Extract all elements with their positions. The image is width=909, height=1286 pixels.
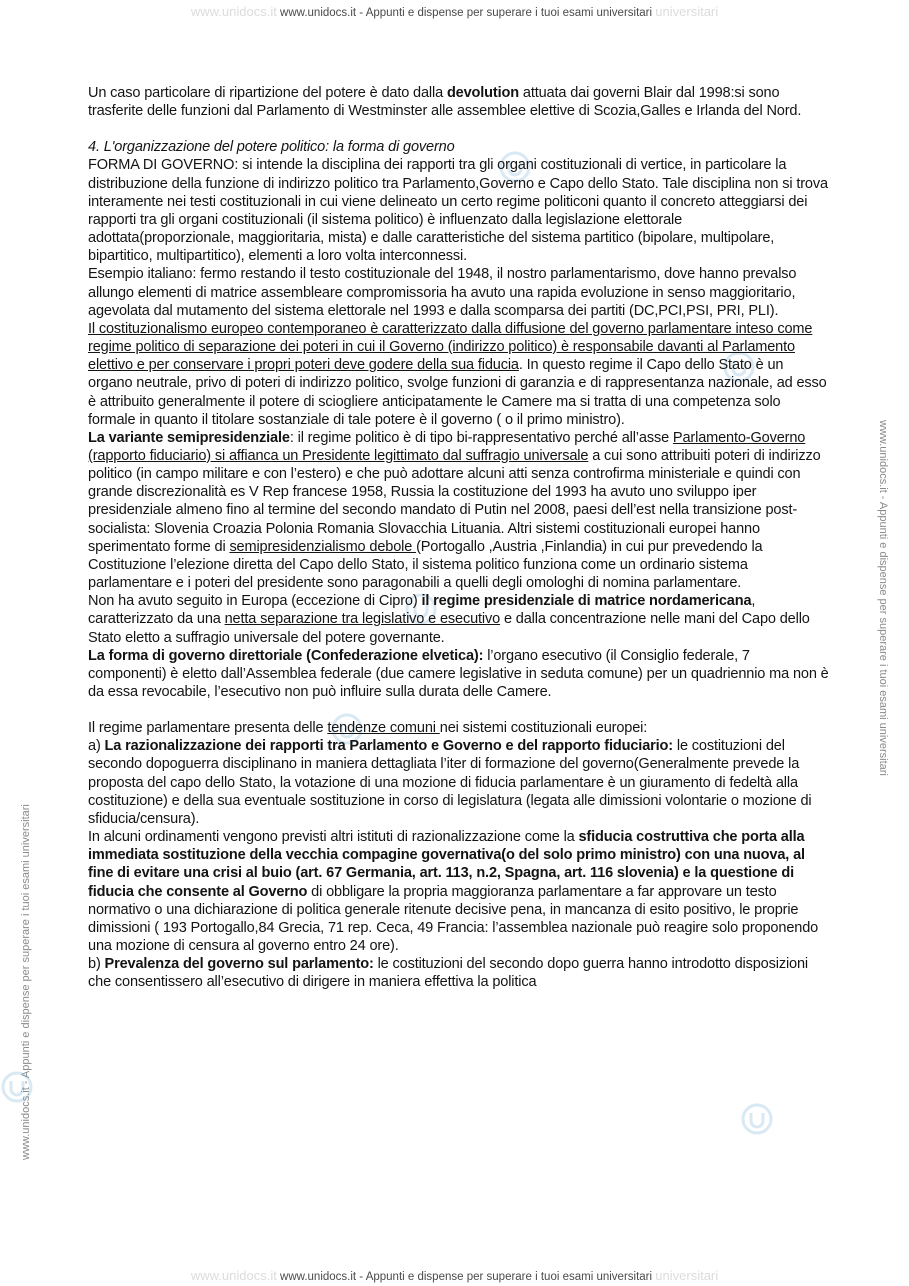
- text-run: b): [88, 956, 105, 973]
- paragraph-forma-di-governo: FORMA DI GOVERNO: si intende la disciplina dei rapporti tra gli organi costituzionali di vertice, in particolare la distribuzione della funzione di indirizzo politico tra Parlamento,Governo e Capo dello Stato. Tale disciplina non si trova interamente nei testi costituzionali in cui viene delineato un certo regime politiconi quanto il concreto atteggiarsi dei rapporti tra gli organi costituzionali (il sistema politico) è influenzato dalla legislazione elettorale adottata(proporzionale, maggioritaria, mista) e dalle caratteristiche del sistema partitico (bipolare, multipolare, bipartitico, multipartitico), elementi a loro volta interconnessi.: [88, 157, 828, 265]
- text-run: le costituzioni del secondo dopo guerra hanno introdotto disposizioni che consentissero all’esecutivo di dirigere in maniera effettiva la politica: [88, 956, 808, 991]
- underlined-text: netta separazione tra legislativo e esecutivo: [224, 611, 501, 628]
- section-title-text: 4. L'organizzazione del potere politico: la forma di governo: [88, 139, 455, 156]
- paragraph-spacer: [88, 120, 830, 138]
- paragraph-devolution: [88, 84, 830, 120]
- underlined-text: Il costituzionalismo europeo contemporaneo è caratterizzato dalla diffusione del governo parlamentare inteso come regime politico di separazione dei poteri in cui il Governo (indirizzo politico) è responsabile davanti al Parlamento elettivo e per conservare i propri poteri deve godere della sua fiducia: [88, 320, 813, 374]
- text-run: : il regime politico è di tipo bi-rappresentativo perché all’asse: [289, 429, 673, 446]
- bold-term: il regime presidenziale di matrice nordamericana: [421, 593, 752, 610]
- page-footer-watermark: [0, 1268, 909, 1283]
- footer-faint-left: www.unidocs.it: [190, 1268, 277, 1283]
- text-run: Il regime parlamentare presenta delle: [88, 720, 328, 737]
- text-run: . In questo regime il Capo dello Stato è un organo neutrale, privo di poteri di indirizzo politico, svolge funzioni di garanzia e di rappresentanza nazionale, ad esso è attribuito generalmente il potere di sciogliere anticipatamente le Camere ma si tratta di una competenza solo formale in quanto il titolare sostanziale di tale potere è il governo ( o il primo ministro).: [88, 357, 827, 428]
- text-run: e dalla concentrazione nelle mani del Capo dello Stato eletto a suffragio universale del potere governante.: [88, 611, 810, 646]
- paragraph-razionalizzazione: [88, 737, 830, 828]
- text-run: l’organo esecutivo (il Consiglio federale, 7 componenti) è eletto dall’Assemblea federale (due camere legislative in seduta comune) per un quadriennio ma non è da essa revocabile, l’esecutivo non può influire sulla durata delle Camere.: [88, 647, 829, 700]
- right-side-watermark-text: www.unidocs.it - Appunti e dispense per superare i tuoi esami universitari: [877, 420, 889, 776]
- bold-term: La variante semipresidenziale: [88, 429, 290, 446]
- section-title: [88, 138, 830, 156]
- header-watermark-text: www.unidocs.it - Appunti e dispense per superare i tuoi esami universitari: [280, 7, 653, 19]
- header-faint-right: universitari: [655, 4, 719, 19]
- paragraph-prevalenza-governo: [88, 955, 830, 991]
- paragraph-sfiducia-costruttiva: [88, 828, 830, 955]
- paragraph-direttoriale: [88, 647, 830, 701]
- underlined-text: Parlamento-Governo (rapporto fiduciario) si affianca un Presidente legittimato dal suffragio universale: [88, 429, 806, 464]
- text-run: Non ha avuto seguito in Europa (eccezione di Cipro): [88, 593, 422, 610]
- text-run: di obbligare la propria maggioranza parlamentare a far approvare un testo normativo o una dichiarazione di politica generale ritenute decisive pena, in mancanza di esito positivo, le proprie dimissioni ( 193 Portogallo,84 Grecia, 71 rep. Ceca, 49 Francia: l’assemblea nazionale può reagire solo proponendo una mozione di censura al governo entro 24 ore).: [88, 883, 819, 955]
- bold-term: La forma di governo direttoriale (Confederazione elvetica):: [88, 647, 484, 664]
- underlined-text: semipresidenzialismo debole: [229, 538, 417, 555]
- bold-term: Prevalenza del governo sul parlamento:: [104, 956, 374, 973]
- underlined-text: tendenze comuni: [327, 720, 440, 737]
- paragraph-semipresidenziale: [88, 429, 830, 592]
- unidocs-logo-icon: [0, 1070, 34, 1104]
- text-run: , caratterizzato da una: [88, 593, 756, 628]
- text-run: a): [88, 738, 105, 755]
- right-margin-watermark: [877, 0, 909, 1286]
- header-faint-left: www.unidocs.it: [190, 4, 277, 19]
- left-side-watermark-text: www.unidocs.it - Appunti e dispense per superare i tuoi esami universitari: [20, 804, 32, 1160]
- text-run: In alcuni ordinamenti vengono previsti altri istituti di razionalizzazione come la: [88, 829, 579, 846]
- text-run: Un caso particolare di ripartizione del potere è dato dalla: [88, 85, 447, 101]
- text-run: (Portogallo ,Austria ,Finlandia) in cui pur prevedendo la Costituzione l’elezione diretta del Capo dello Stato, il sistema politico funziona come un ordinario sistema parlamentare e i poteri del presidente sono paragonabili a quelli degli omologhi di nomina parlamentare.: [88, 538, 763, 592]
- text-run: nei sistemi costituzionali europei:: [439, 720, 648, 737]
- bold-term: sfiducia costruttiva che porta alla immediata sostituzione della vecchia compagine governativa(o del solo primo ministro) con una nuova, al fine di evitare una crisi al buio (art. 67 Germania, art. 113, n.2, Spagna, art. 116 slovenia) e la questione di fiducia che consente al Governo: [88, 829, 805, 900]
- paragraph-tendenze-comuni: [88, 719, 830, 737]
- bold-term: devolution: [446, 85, 519, 101]
- footer-faint-right: universitari: [655, 1268, 719, 1283]
- footer-watermark-text: www.unidocs.it - Appunti e dispense per superare i tuoi esami universitari: [280, 1271, 653, 1283]
- text-run: attuata dai governi Blair dal 1998:si sono trasferite delle funzioni dal Parlamento di Westminster alle assemblee elettive di Scozia,Galles e Irlanda del Nord.: [88, 85, 802, 120]
- text-run: le costituzioni del secondo dopoguerra disciplinano in maniera dettagliata l’iter di formazione del governo(Generalmente prevede la proposta del capo dello Stato, la votazione di una mozione di fiducia parlamentare è un giuramento di fedeltà alla costituzione) e della sua eventuale sostituzione in corso di legislatura (legata alle dimissioni volontarie o mozione di sfiducia/censura).: [88, 738, 812, 827]
- paragraph-costituzionalismo: [88, 320, 830, 429]
- page-header-watermark: [0, 4, 909, 19]
- paragraph-spacer: [88, 701, 830, 719]
- text-run: a cui sono attribuiti poteri di indirizzo politico (in campo militare e con l’estero) e che può adottare alcuni atti senza controfirma ministeriale e quindi con grande discrezionalità es V Rep francese 1958, Russia la costituzione del 1993 ha avuto uno sviluppo iper presidenziale almeno fino al termine del secondo mandato di Putin nel 2008, paesi dell’est nella transizione post- socialista: Slovenia Croazia Polonia Romania Slovacchia Lituania. Altri sistemi costituzionali europei hanno sperimentato forme di: [88, 447, 821, 555]
- paragraph-presidenziale: [88, 592, 830, 646]
- paragraph-esempio-italiano: Esempio italiano: fermo restando il testo costituzionale del 1948, il nostro parlamentarismo, dove hanno prevalso allungo elementi di matrice assembleare compromissoria ha avuto una rapida evoluzione in senso maggioritario, agevolata dal mutamento del sistema elettorale nel 1993 e dalla scomparsa dei partiti (DC,PCI,PSI, PRI, PLI).: [88, 266, 797, 319]
- bold-term: La razionalizzazione dei rapporti tra Parlamento e Governo e del rapporto fiduciario:: [104, 738, 673, 755]
- unidocs-logo-icon: [740, 1102, 774, 1136]
- document-body: [88, 84, 830, 992]
